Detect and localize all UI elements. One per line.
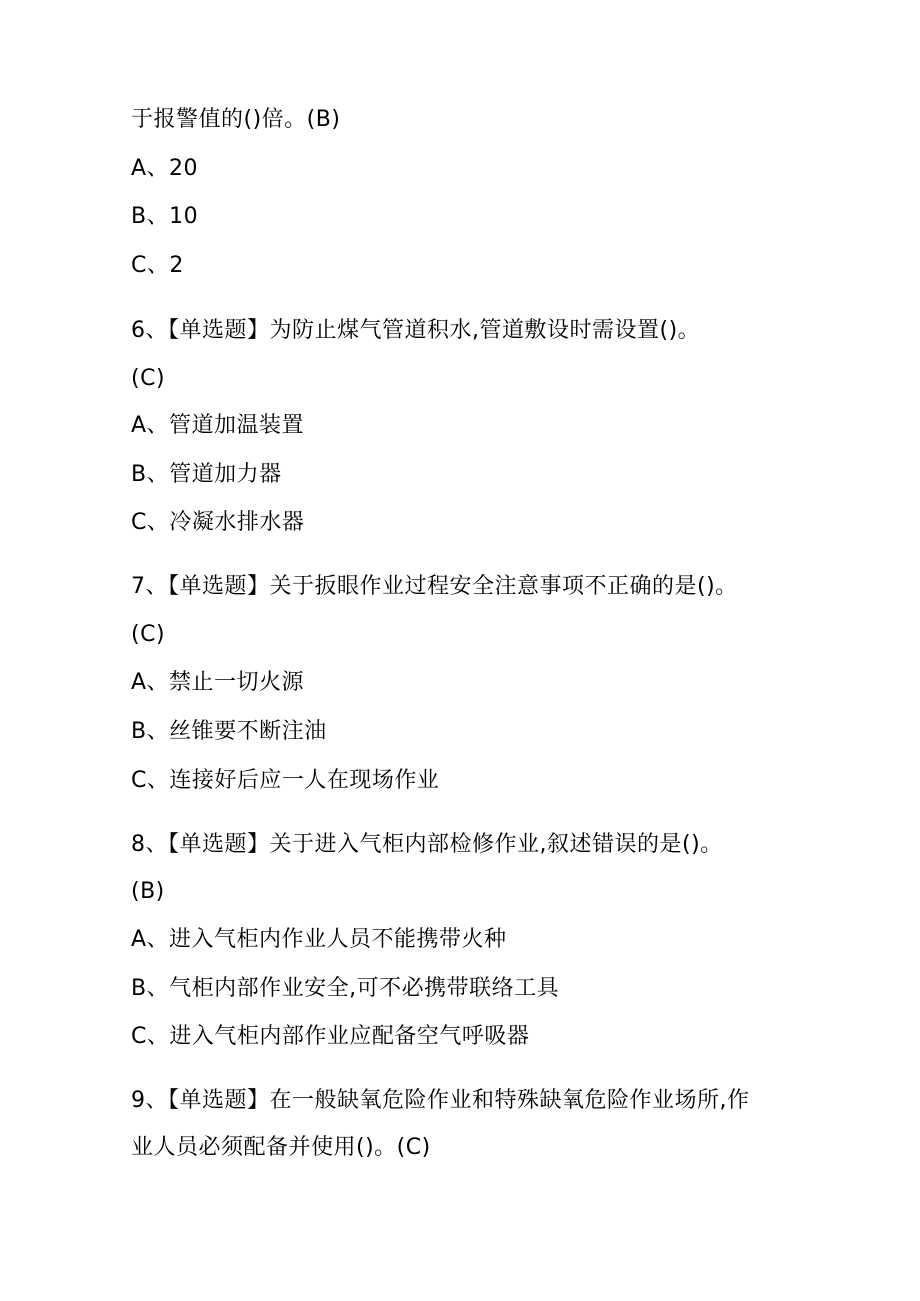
question-7-answer: (C): [131, 622, 166, 647]
q8-option-b: B、气柜内部作业安全,可不必携带联络工具: [131, 976, 560, 1001]
q7-option-a: A、禁止一切火源: [131, 670, 305, 695]
q5-option-b: B、10: [131, 204, 199, 229]
q8-option-a: A、进入气柜内作业人员不能携带火种: [131, 927, 507, 952]
q6-option-a: A、管道加温装置: [131, 413, 305, 438]
question-6-answer: (C): [131, 366, 166, 391]
q7-option-b: B、丝锥要不断注油: [131, 719, 327, 744]
q5-option-c: C、2: [131, 253, 184, 278]
q8-option-c: C、进入气柜内部作业应配备空气呼吸器: [131, 1024, 530, 1049]
q6-option-b: B、管道加力器: [131, 462, 282, 487]
question-9-text-line-2: 业人员必须配备并使用()。(C): [131, 1135, 431, 1160]
q7-option-c: C、连接好后应一人在现场作业: [131, 768, 440, 793]
question-8-text: 8、【单选题】关于进入气柜内部检修作业,叙述错误的是()。: [131, 832, 723, 857]
q6-option-c: C、冷凝水排水器: [131, 510, 305, 535]
question-9-text-line-1: 9、【单选题】在一般缺氧危险作业和特殊缺氧危险作业场所,作: [131, 1088, 750, 1113]
question-7-text: 7、【单选题】关于扳眼作业过程安全注意事项不正确的是()。: [131, 574, 738, 599]
question-6-text: 6、【单选题】为防止煤气管道积水,管道敷设时需设置()。: [131, 318, 701, 343]
question-5-continuation: 于报警值的()倍。(B): [131, 107, 341, 132]
question-8-answer: (B): [131, 879, 165, 904]
q5-option-a: A、20: [131, 156, 199, 181]
